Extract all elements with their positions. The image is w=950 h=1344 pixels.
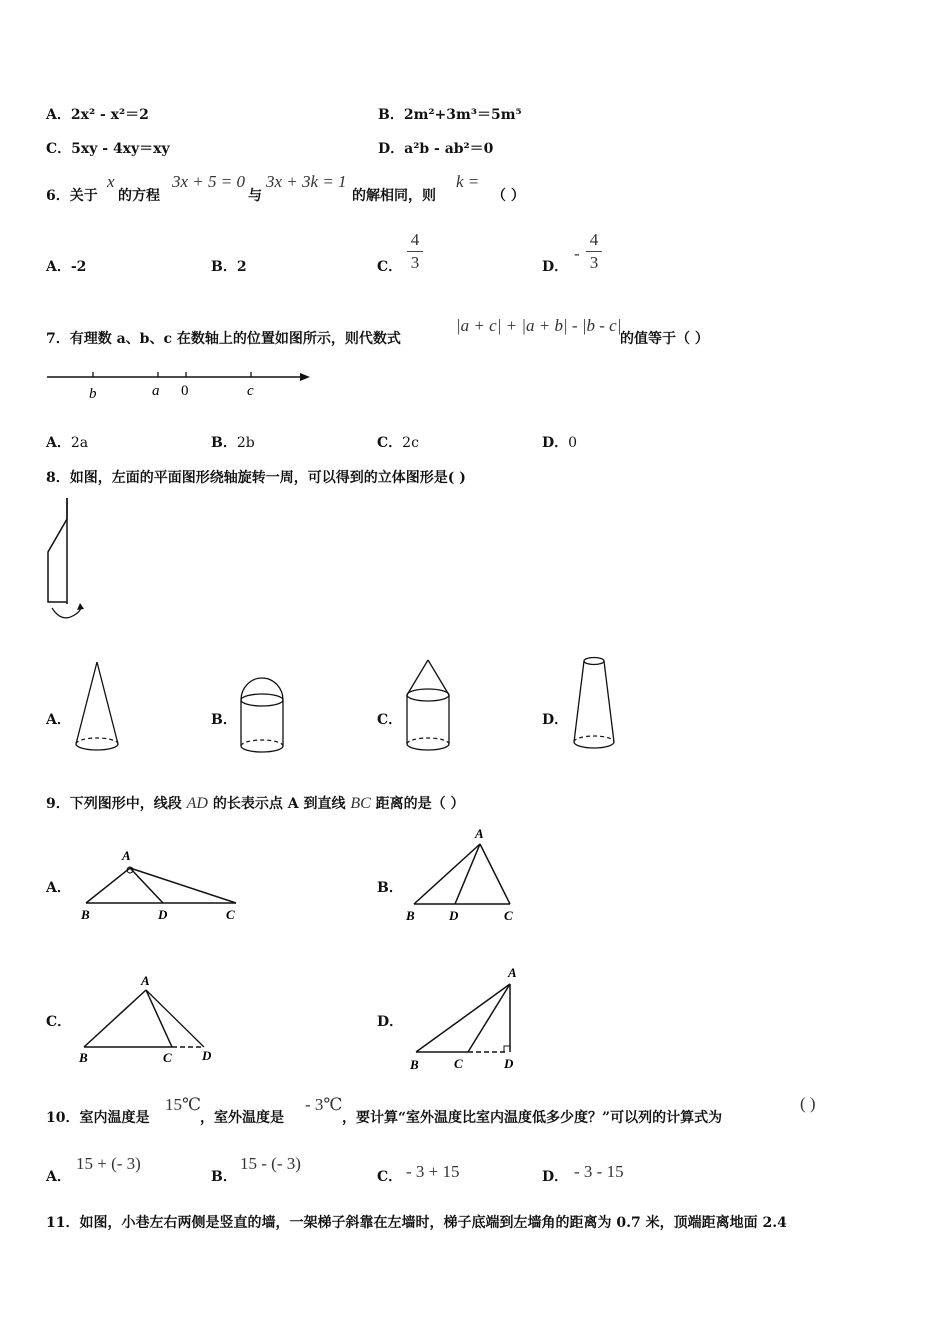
q6-option-b: [211, 256, 247, 276]
q7-option-b-label: B．: [211, 435, 237, 451]
q7-question-text: 7．有理数 a、b、c 在数轴上的位置如图所示，则代数式: [46, 331, 401, 347]
q5-option-a: [46, 104, 149, 124]
rotation-arrow: [52, 606, 81, 618]
rotation-arrowhead: [77, 603, 84, 610]
q7-expression: |a + c| + |a + b| - |b - c|: [456, 316, 622, 335]
q6-option-a: [46, 256, 86, 276]
q10-option-d-label: D．: [542, 1169, 569, 1185]
side-ab: [414, 844, 480, 904]
point-c: C: [454, 1056, 463, 1071]
q7-option-b-text: 2b: [236, 435, 255, 451]
cylinder-base-front: [407, 744, 449, 750]
point-b: B: [406, 908, 415, 923]
q7-option-b: [211, 432, 255, 452]
frustum-top: [584, 658, 604, 665]
frustum-figure: [566, 652, 622, 758]
frustum-base-front: [574, 742, 614, 748]
q6-option-b-text: 2: [236, 259, 247, 275]
q9-triangle-c: [74, 970, 224, 1070]
q9-triangle-a: [76, 843, 246, 927]
cone-edge-right: [97, 662, 118, 744]
q6-option-d-fraction: [584, 230, 604, 273]
cone-base-back: [76, 738, 118, 744]
segment-ad: [455, 844, 480, 904]
q9-text-pre: 9．下列图形中，线段: [46, 796, 182, 812]
point-a: A: [475, 826, 484, 841]
q5-option-c-label: C．: [46, 141, 72, 157]
q6-k-eq: k =: [456, 172, 480, 191]
cone-base-front: [76, 744, 118, 750]
cylinder-top: [241, 694, 283, 706]
q10-text-pre: 10．室内温度是: [46, 1110, 150, 1126]
q6-option-a-text: -2: [70, 259, 87, 275]
q7-option-d-text: 0: [568, 435, 578, 451]
label-a: a: [152, 383, 160, 399]
point-b: B: [81, 907, 90, 922]
q7-option-a-text: 2a: [70, 435, 89, 451]
q5-option-d-label: D．: [378, 141, 405, 157]
q6-option-a-label: A．: [46, 259, 71, 275]
q9-triangle-b: [402, 822, 527, 926]
q6-option-d-denominator: 3: [589, 253, 599, 272]
point-d: D: [504, 1056, 514, 1071]
segment-ad: [146, 990, 204, 1047]
point-d: D: [158, 907, 168, 922]
hemisphere-arc: [241, 678, 283, 700]
point-a: A: [122, 848, 131, 863]
q5-option-a-label: A．: [46, 107, 71, 123]
frustum-right: [604, 661, 614, 742]
q9-text-post: 距离的是（ ）: [375, 796, 465, 812]
q6-var-x: x: [107, 172, 115, 191]
q6-option-c-denominator: 3: [410, 253, 420, 272]
cylinder-base-back: [407, 738, 449, 744]
q9-text-mid: 的长表示点 A 到直线: [212, 796, 346, 812]
side-ac: [480, 844, 510, 904]
q7-option-d: [542, 432, 577, 452]
q10-text-mid: ，室外温度是: [200, 1110, 284, 1126]
q8-option-b-label: B．: [211, 712, 237, 728]
right-angle-mark: [504, 1046, 510, 1052]
q6-text-2: 与: [248, 188, 262, 204]
q7-tail: 的值等于（ ）: [620, 331, 709, 347]
q9-line-bc: BC: [350, 795, 371, 812]
q5-option-d: [378, 138, 493, 158]
cylinder-top: [407, 689, 449, 701]
q6-paren: （ ）: [492, 188, 525, 204]
q6-num: 6．关于: [46, 188, 98, 204]
point-d: D: [202, 1048, 212, 1063]
q10-option-b-label: B．: [211, 1169, 237, 1185]
point-a: A: [141, 973, 150, 988]
q10-temp-outdoor: - 3℃: [305, 1095, 343, 1114]
frustum-left: [574, 661, 584, 742]
side-ab: [416, 984, 510, 1052]
q9-option-b-label: B．: [377, 880, 403, 896]
q10-option-a-label: A．: [46, 1169, 71, 1185]
q9-question-text: [46, 793, 465, 813]
cylinder-with-hemisphere-figure: [232, 672, 292, 758]
q9-option-d-label: D．: [377, 1014, 404, 1030]
q9-segment-ad: AD: [186, 795, 208, 812]
cylinder-base-front: [241, 746, 283, 752]
q10-text-post: ，要计算“室外温度比室内温度低多少度？”可以列的计算式为: [342, 1110, 723, 1126]
point-d: D: [449, 908, 459, 923]
q10-temp-indoor: 15℃: [165, 1095, 202, 1114]
q10-option-d-text: - 3 - 15: [574, 1162, 624, 1181]
q7-option-a-label: A．: [46, 435, 71, 451]
fraction-bar: [586, 251, 602, 252]
q8-question-text: 8．如图，左面的平面图形绕轴旋转一周，可以得到的立体图形是( ): [46, 470, 466, 486]
q10-option-b-text: 15 - (- 3): [240, 1154, 301, 1173]
plane-shape: [48, 498, 67, 602]
label-b: b: [89, 386, 97, 402]
q6-option-b-label: B．: [211, 259, 237, 275]
q6-text-3: 的解相同，则: [352, 188, 436, 204]
q7-option-c: [377, 432, 419, 452]
q10-paren: ( ): [800, 1094, 816, 1113]
q7-option-c-text: 2c: [402, 435, 419, 451]
q7-option-c-label: C．: [377, 435, 403, 451]
label-c: c: [247, 383, 254, 399]
q6-option-d-numerator: 4: [589, 230, 599, 249]
side-ac: [468, 984, 510, 1052]
q6-option-c-label: C．: [377, 259, 403, 275]
point-c: C: [163, 1050, 172, 1065]
q6-eq-1: 3x + 5 = 0: [172, 172, 245, 191]
number-line-figure: [40, 362, 330, 404]
number-line-arrow: [300, 373, 310, 381]
fraction-bar: [407, 251, 423, 252]
q10-option-a-text: 15 + (- 3): [76, 1154, 141, 1173]
point-b: B: [79, 1050, 88, 1065]
q11-question-text: 11．如图，小巷左右两侧是竖直的墙，一架梯子斜靠在左墙时，梯子底端到左墙角的距离为 0.7 米，顶端距离地面 2.4: [46, 1215, 787, 1231]
side-ab: [86, 868, 130, 903]
q10-option-c-label: C．: [377, 1169, 403, 1185]
q6-option-d-sign: -: [574, 244, 580, 263]
q9-triangle-d: [402, 962, 532, 1074]
point-b: B: [410, 1057, 419, 1072]
q6-option-c-fraction: [405, 230, 425, 273]
q5-option-c: [46, 138, 170, 158]
side-ab: [84, 990, 146, 1047]
label-0: 0: [181, 383, 189, 399]
q7-option-a: [46, 432, 88, 452]
q8-option-c-label: C．: [377, 712, 403, 728]
q5-option-d-text: a²b - ab²＝0: [404, 141, 494, 157]
point-c: C: [226, 907, 235, 922]
cone-figure: [66, 658, 126, 756]
q8-option-a-label: A．: [46, 712, 71, 728]
side-ac: [146, 990, 172, 1047]
point-a: A: [508, 965, 517, 980]
q7-option-d-label: D．: [542, 435, 569, 451]
q6-eq-2: 3x + 3k = 1: [266, 172, 347, 191]
q5-option-a-text: 2x² - x²＝2: [70, 107, 149, 123]
q5-option-b-text: 2m²+3m³＝5m⁵: [403, 107, 522, 123]
q6-text-1: 的方程: [118, 188, 160, 204]
cone-edge-left: [76, 662, 97, 744]
q5-option-b: [378, 104, 522, 124]
q10-option-c-text: - 3 + 15: [406, 1162, 460, 1181]
q6-option-d-label: D．: [542, 259, 569, 275]
q5-option-b-label: B．: [378, 107, 404, 123]
cone-on-cylinder-figure: [398, 655, 460, 757]
point-c: C: [504, 908, 513, 923]
q9-option-c-label: C．: [46, 1014, 72, 1030]
cylinder-base-back: [241, 740, 283, 746]
q5-option-c-text: 5xy - 4xy＝xy: [71, 141, 170, 157]
frustum-base-back: [574, 736, 614, 742]
q8-option-d-label: D．: [542, 712, 569, 728]
q6-option-c-numerator: 4: [410, 230, 420, 249]
q9-option-a-label: A．: [46, 880, 71, 896]
rotation-plane-figure: [40, 496, 100, 626]
